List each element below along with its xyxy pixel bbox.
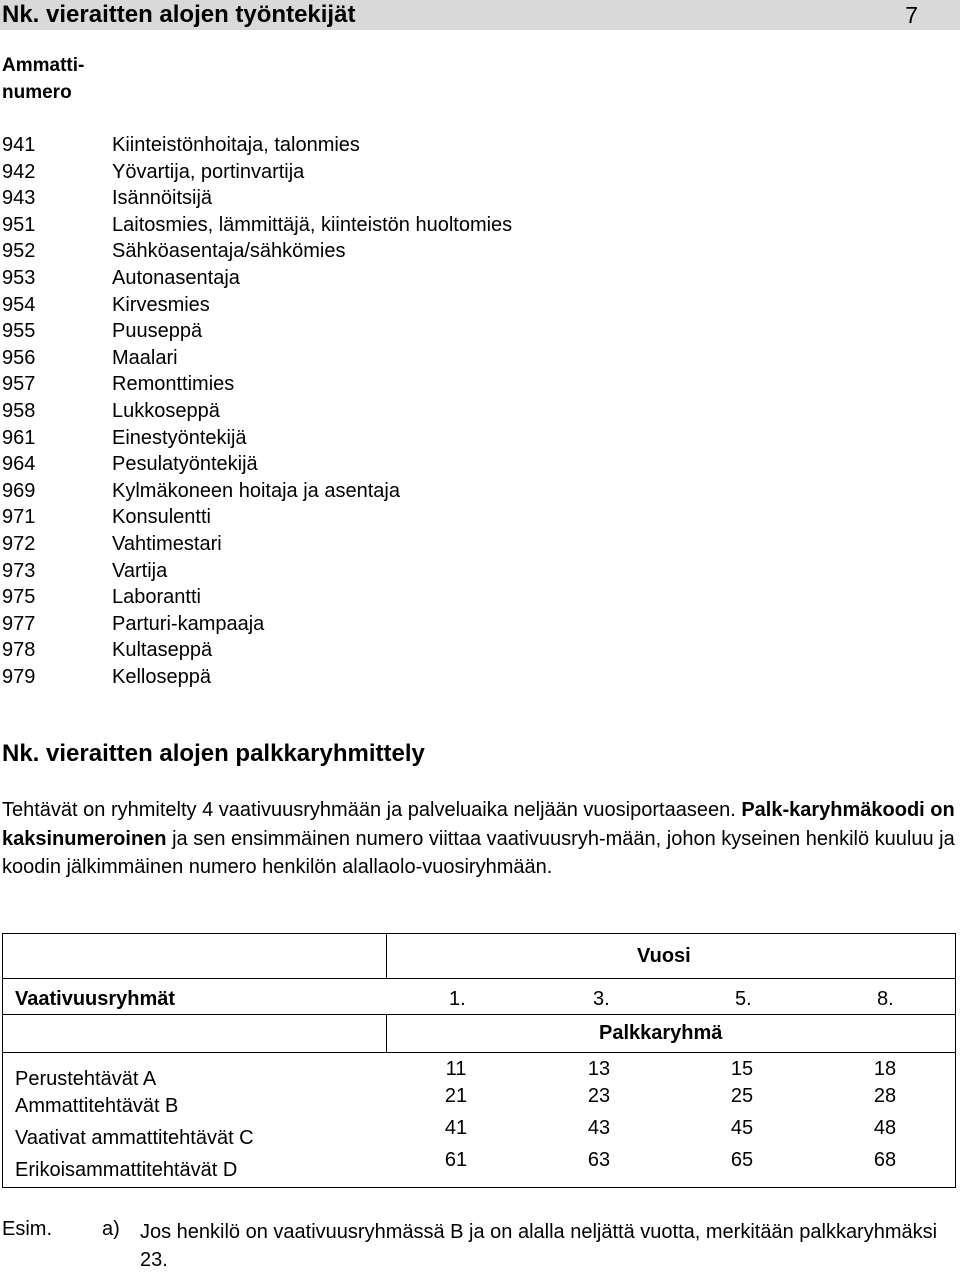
occupation-code: 973 — [2, 559, 36, 582]
section-heading: Nk. vieraitten alojen palkkaryhmittely — [2, 740, 425, 767]
occupation-row — [2, 212, 512, 239]
occupation-name: Kiinteistönhoitaja, talonmies — [112, 134, 360, 156]
occupation-name: Vahtimestari — [112, 532, 222, 555]
occupation-name: Laitosmies, lämmittäjä, kiinteistön huoltomies — [112, 213, 513, 236]
table-divider — [386, 1014, 387, 1052]
year-header: 1. — [449, 988, 466, 1010]
occupation-name: Parturi-kampaaja — [112, 612, 265, 635]
occupation-code: 956 — [2, 346, 36, 369]
occupation-code: 952 — [2, 240, 36, 263]
example-letter: a) — [102, 1218, 120, 1240]
salary-group-table — [2, 933, 956, 1188]
table-cell: 68 — [873, 1149, 897, 1171]
occupation-row — [2, 398, 512, 425]
table-cell: 65 — [730, 1149, 754, 1171]
occupation-row — [2, 318, 512, 345]
occupation-row — [2, 478, 512, 505]
para-text-2: ja sen ensimmäinen numero viittaa vaativuusryh-mään, johon kyseinen henkilö kuuluu ja koodin jälkimmäinen numero henkilön alallaolo-vuosiryhmään. — [2, 827, 955, 878]
vuosi-header: Vuosi — [637, 945, 691, 967]
table-cell: 23 — [587, 1085, 611, 1107]
occupation-name: Kelloseppä — [112, 665, 211, 688]
occupation-code: 958 — [2, 399, 36, 422]
table-cell: 21 — [444, 1085, 468, 1107]
occupation-code: 972 — [2, 532, 36, 555]
group-name: Perustehtävät A — [15, 1068, 157, 1090]
table-cell: 13 — [587, 1058, 611, 1080]
para-bold-text: Palk-karyhmäkoodi on kaksinumeroinen — [2, 799, 955, 850]
table-cell: 48 — [873, 1117, 897, 1139]
occupation-row — [2, 558, 512, 585]
occupation-code: 975 — [2, 586, 36, 609]
occupation-code: 971 — [2, 506, 36, 529]
occupation-name: Vartija — [112, 559, 168, 582]
page-title: Nk. vieraitten alojen työntekijät — [2, 1, 356, 28]
occupation-name: Puuseppä — [112, 320, 203, 343]
occupation-name: Einestyöntekijä — [112, 426, 247, 449]
occupation-row — [2, 425, 512, 452]
occupation-row — [2, 292, 512, 319]
year-header: 8. — [877, 988, 894, 1010]
table-divider — [3, 978, 955, 979]
title-bar — [0, 0, 960, 30]
table-divider — [3, 1014, 955, 1015]
occupation-row — [2, 637, 512, 664]
occupation-code: 964 — [2, 453, 36, 476]
occupation-code: 957 — [2, 373, 36, 396]
occupation-code: 953 — [2, 266, 36, 289]
occupation-name: Lukkoseppä — [112, 399, 220, 422]
table-divider — [3, 1052, 955, 1053]
year-header: 3. — [593, 988, 610, 1010]
table-cell: 15 — [730, 1058, 754, 1080]
occupation-row — [2, 265, 512, 292]
occupation-name: Maalari — [112, 346, 178, 369]
group-name: Vaativat ammattitehtävät C — [15, 1127, 254, 1149]
occupation-row — [2, 132, 512, 159]
occupation-code: 961 — [2, 426, 36, 449]
occupation-row — [2, 611, 512, 638]
group-name: Ammattitehtävät B — [15, 1095, 179, 1117]
occupation-name: Kirvesmies — [112, 293, 210, 316]
table-cell: 18 — [873, 1058, 897, 1080]
occupation-row — [2, 159, 512, 186]
occupation-name: Konsulentti — [112, 506, 211, 529]
occupation-code: 954 — [2, 293, 36, 316]
occupation-code: 943 — [2, 187, 36, 210]
occupation-code: 979 — [2, 665, 36, 688]
occupation-code: 977 — [2, 612, 36, 635]
para-text-1: Tehtävät on ryhmitelty 4 vaativuusryhmään ja palveluaika neljään vuosiportaaseen. — [2, 799, 742, 821]
occupation-code: 978 — [2, 639, 36, 662]
table-cell: 41 — [444, 1117, 468, 1139]
occupation-name: Isännöitsijä — [112, 187, 213, 210]
occupation-code: 951 — [2, 213, 36, 236]
occupation-name: Autonasentaja — [112, 266, 240, 289]
table-cell: 63 — [587, 1149, 611, 1171]
occupation-code: 941 — [2, 134, 36, 156]
year-header: 5. — [735, 988, 752, 1010]
occupation-name: Kylmäkoneen hoitaja ja asentaja — [112, 479, 400, 502]
occupation-row — [2, 531, 512, 558]
description-paragraph — [2, 796, 958, 882]
column-header-line1: Ammatti- — [2, 55, 85, 76]
occupation-row — [2, 185, 512, 212]
occupation-row — [2, 504, 512, 531]
occupation-name: Kultaseppä — [112, 639, 213, 662]
table-cell: 28 — [873, 1085, 897, 1107]
palkkaryhma-header: Palkkaryhmä — [599, 1022, 723, 1044]
occupation-row — [2, 664, 512, 691]
example-text: Jos henkilö on vaativuusryhmässä B ja on alalla neljättä vuotta, merkitään palkkaryhmäksi 23. — [140, 1221, 938, 1271]
occupation-row — [2, 584, 512, 611]
occupation-name: Sähköasentaja/sähkömies — [112, 240, 346, 263]
occupation-name: Laborantti — [112, 586, 201, 609]
occupation-name: Pesulatyöntekijä — [112, 453, 258, 476]
example-label: Esim. — [2, 1218, 52, 1240]
table-cell: 25 — [730, 1085, 754, 1107]
table-cell: 43 — [587, 1117, 611, 1139]
table-cell: 11 — [445, 1058, 467, 1080]
occupation-list — [2, 132, 512, 690]
occupation-row — [2, 371, 512, 398]
occupation-code: 969 — [2, 479, 36, 502]
occupation-column-header — [2, 52, 84, 106]
column-header-line2: numero — [2, 82, 72, 103]
occupation-name: Remonttimies — [112, 373, 235, 396]
table-cell: 61 — [444, 1149, 468, 1171]
occupation-row — [2, 451, 512, 478]
vaativuusryhmat-header: Vaativuusryhmät — [15, 988, 176, 1010]
occupation-row — [2, 238, 512, 265]
occupation-code: 942 — [2, 160, 36, 183]
table-cell: 45 — [730, 1117, 754, 1139]
occupation-row — [2, 345, 512, 372]
table-divider — [386, 934, 387, 978]
page-number: 7 — [905, 2, 918, 28]
occupation-code: 955 — [2, 320, 36, 343]
group-name: Erikoisammattitehtävät D — [15, 1159, 238, 1181]
occupation-name: Yövartija, portinvartija — [112, 160, 305, 183]
